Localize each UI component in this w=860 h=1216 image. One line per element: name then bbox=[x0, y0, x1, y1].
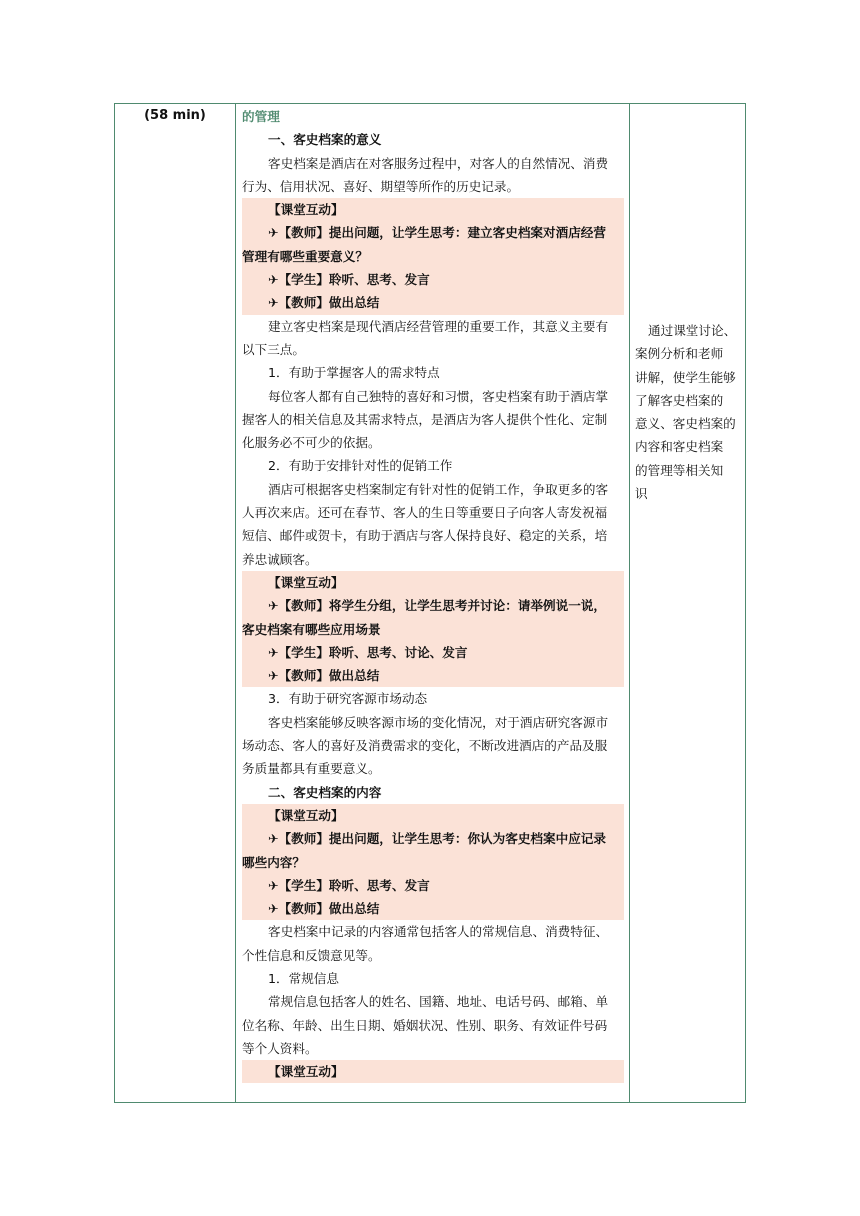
teaching-objective bbox=[635, 319, 739, 505]
content-column bbox=[235, 104, 629, 1102]
objective-line: 讲解，使学生能够 bbox=[635, 369, 736, 385]
time-column bbox=[115, 104, 235, 1102]
objective-line: 案例分析和老师 bbox=[635, 346, 724, 362]
interaction-line: ✈【学生】聆听、思考、发言 bbox=[242, 874, 624, 897]
section-heading: 一、客史档案的意义 bbox=[268, 132, 382, 148]
paragraph-line: 客史档案中记录的内容通常包括客人的常规信息、消费特征、 bbox=[268, 924, 609, 940]
interaction-line: ✈【学生】聆听、思考、讨论、发言 bbox=[242, 641, 624, 664]
paragraph-line: 位名称、年龄、出生日期、婚姻状况、性别、职务、有效证件号码 bbox=[242, 1017, 608, 1033]
interaction-line: 【课堂互动】 bbox=[242, 198, 624, 221]
interaction-line: 【课堂互动】 bbox=[242, 571, 624, 594]
paragraph-line: 1．常规信息 bbox=[268, 970, 339, 986]
paragraph-line: 握客人的相关信息及其需求特点，是酒店为客人提供个性化、定制 bbox=[242, 411, 608, 427]
objective-line: 的管理等相关知 bbox=[635, 462, 724, 478]
paragraph-line: 短信、邮件或贺卡，有助于酒店与客人保持良好、稳定的关系，培 bbox=[242, 528, 608, 544]
interaction-line: 管理有哪些重要意义？ bbox=[242, 245, 624, 268]
interaction-line: 客史档案有哪些应用场景 bbox=[242, 618, 624, 641]
lesson-table bbox=[114, 103, 746, 1103]
interaction-line: 哪些内容？ bbox=[242, 851, 624, 874]
paragraph-line: 客史档案是酒店在对客服务过程中，对客人的自然情况、消费 bbox=[268, 155, 609, 171]
interaction-line: 【课堂互动】 bbox=[242, 1060, 624, 1083]
paragraph-line: 建立客史档案是现代酒店经营管理的重要工作，其意义主要有 bbox=[268, 318, 609, 334]
section-heading: 的管理 bbox=[242, 109, 280, 124]
interaction-line: 【课堂互动】 bbox=[242, 804, 624, 827]
interaction-line: ✈【教师】做出总结 bbox=[242, 664, 624, 687]
paragraph-line: 1．有助于掌握客人的需求特点 bbox=[268, 365, 440, 381]
paragraph-line: 每位客人都有自己独特的喜好和习惯，客史档案有助于酒店掌 bbox=[268, 388, 609, 404]
interaction-line: ✈【教师】提出问题，让学生思考：你认为客史档案中应记录 bbox=[242, 827, 624, 850]
paragraph-line: 养忠诚顾客。 bbox=[242, 551, 318, 567]
objective-line: 内容和客史档案 bbox=[635, 439, 724, 455]
paragraph-line: 个性信息和反馈意见等。 bbox=[242, 947, 381, 963]
interaction-line: ✈【教师】将学生分组，让学生思考并讨论：请举例说一说， bbox=[242, 594, 624, 617]
paragraph-line: 2．有助于安排针对性的促销工作 bbox=[268, 458, 453, 474]
time-label: (58 min) bbox=[144, 108, 206, 123]
paragraph-line: 客史档案能够反映客源市场的变化情况，对于酒店研究客源市 bbox=[268, 714, 609, 730]
paragraph-line: 场动态、客人的喜好及消费需求的变化，不断改进酒店的产品及服 bbox=[242, 738, 608, 754]
paragraph-line: 以下三点。 bbox=[242, 341, 305, 357]
interaction-line: ✈【学生】聆听、思考、发言 bbox=[242, 268, 624, 291]
paragraph-line: 常规信息包括客人的姓名、国籍、地址、电话号码、邮箱、单 bbox=[268, 994, 609, 1010]
paragraph-line: 人再次来店。还可在春节、客人的生日等重要日子向客人寄发祝福 bbox=[242, 505, 608, 521]
interaction-line: ✈【教师】做出总结 bbox=[242, 291, 624, 314]
objective-column bbox=[629, 104, 745, 1102]
objective-line: 识 bbox=[635, 486, 648, 502]
interaction-line: ✈【教师】提出问题，让学生思考：建立客史档案对酒店经营 bbox=[242, 221, 624, 244]
paragraph-line: 行为、信用状况、喜好、期望等所作的历史记录。 bbox=[242, 178, 520, 194]
objective-line: 意义、客史档案的 bbox=[635, 416, 736, 432]
objective-line: 通过课堂讨论、 bbox=[648, 323, 737, 338]
paragraph-line: 务质量都具有重要意义。 bbox=[242, 761, 381, 777]
lesson-content bbox=[242, 105, 624, 1083]
interaction-line: ✈【教师】做出总结 bbox=[242, 897, 624, 920]
paragraph-line: 化服务必不可少的依据。 bbox=[242, 435, 381, 451]
objective-line: 了解客史档案的 bbox=[635, 392, 724, 408]
section-heading: 二、客史档案的内容 bbox=[268, 784, 382, 800]
paragraph-line: 3．有助于研究客源市场动态 bbox=[268, 691, 428, 707]
paragraph-line: 酒店可根据客史档案制定有针对性的促销工作，争取更多的客 bbox=[268, 481, 609, 497]
paragraph-line: 等个人资料。 bbox=[242, 1040, 318, 1056]
